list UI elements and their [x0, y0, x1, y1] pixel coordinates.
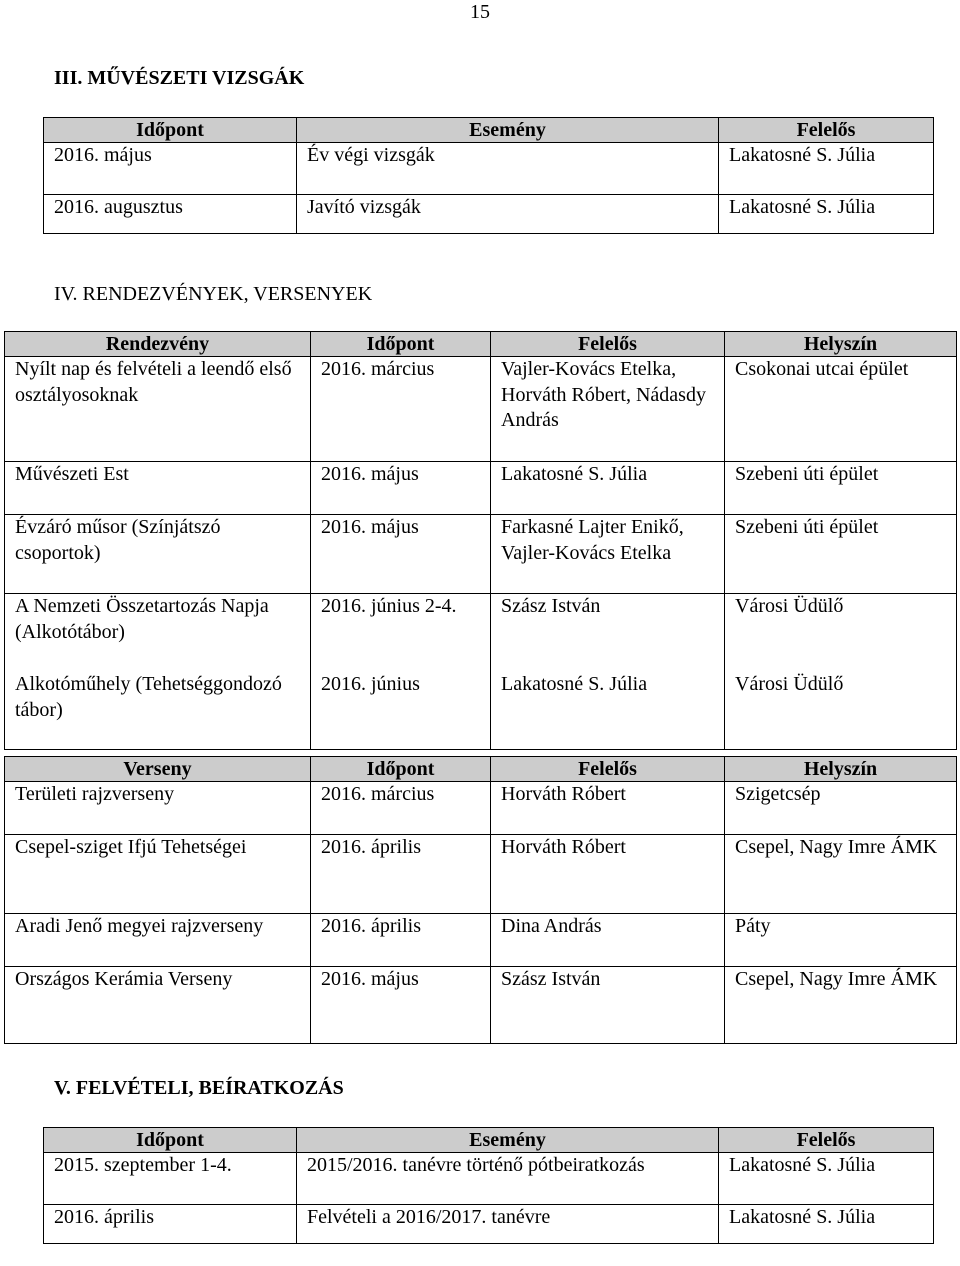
table-cell: Szigetcsép: [725, 782, 957, 835]
table-cell: Lakatosné S. Júlia: [719, 195, 934, 234]
table-header-row: [5, 757, 957, 782]
column-header: Helyszín: [725, 332, 957, 357]
table-cell: Lakatosné S. Júlia: [719, 143, 934, 195]
table-cell: Páty: [725, 914, 957, 967]
table-row: [5, 782, 957, 835]
table-cell: 2016. június 2-4.: [311, 594, 491, 673]
table-cell: 2016. augusztus: [44, 195, 297, 234]
table-row: [5, 594, 957, 673]
column-header: Esemény: [297, 1128, 719, 1153]
column-header: Időpont: [44, 118, 297, 143]
table-cell: Lakatosné S. Júlia: [491, 462, 725, 515]
table-row: [5, 462, 957, 515]
table-cell: Dina András: [491, 914, 725, 967]
table-row: [5, 357, 957, 462]
column-header: Helyszín: [725, 757, 957, 782]
admission-table: [43, 1127, 934, 1244]
table-cell: 2016. május: [44, 143, 297, 195]
table-cell: Városi Üdülő: [725, 672, 957, 750]
table-cell: Javító vizsgák: [297, 195, 719, 234]
table-cell: Horváth Róbert: [491, 835, 725, 914]
column-header: Időpont: [44, 1128, 297, 1153]
table-row: [44, 1205, 934, 1244]
table-cell: 2016. március: [311, 782, 491, 835]
table-cell: Horváth Róbert: [491, 782, 725, 835]
table-cell: 2016. május: [311, 515, 491, 594]
table-header-row: [44, 118, 934, 143]
table-header-row: [44, 1128, 934, 1153]
table-cell: A Nemzeti Összetartozás Napja (Alkotótábor): [5, 594, 311, 673]
table-cell: 2016. május: [311, 462, 491, 515]
column-header: Felelős: [491, 757, 725, 782]
section-4-title: IV. RENDEZVÉNYEK, VERSENYEK: [54, 283, 373, 305]
column-header: Időpont: [311, 332, 491, 357]
table-cell: Szebeni úti épület: [725, 462, 957, 515]
table-row: [5, 515, 957, 594]
table-cell: Aradi Jenő megyei rajzverseny: [5, 914, 311, 967]
table-cell: Évzáró műsor (Színjátszó csoportok): [5, 515, 311, 594]
section-3-title: III. MŰVÉSZETI VIZSGÁK: [54, 67, 305, 89]
table-row: [5, 672, 957, 750]
column-header: Esemény: [297, 118, 719, 143]
table-cell: Lakatosné S. Júlia: [719, 1153, 934, 1205]
table-row: [5, 914, 957, 967]
table-cell: Farkasné Lajter Enikő, Vajler-Kovács Etelka: [491, 515, 725, 594]
table-cell: Év végi vizsgák: [297, 143, 719, 195]
table-cell: 2016. április: [311, 914, 491, 967]
table-header-row: [5, 332, 957, 357]
table-row: [5, 835, 957, 914]
column-header: Felelős: [491, 332, 725, 357]
table-cell: 2016. május: [311, 967, 491, 1044]
table-cell: Művészeti Est: [5, 462, 311, 515]
table-cell: Szász István: [491, 967, 725, 1044]
events-table: [4, 331, 957, 750]
table-cell: Lakatosné S. Júlia: [491, 672, 725, 750]
table-row: [44, 195, 934, 234]
table-row: [5, 967, 957, 1044]
exams-table: [43, 117, 934, 234]
table-cell: Szász István: [491, 594, 725, 673]
table-cell: Alkotóműhely (Tehetséggondozó tábor): [5, 672, 311, 750]
table-cell: Felvételi a 2016/2017. tanévre: [297, 1205, 719, 1244]
table-row: [44, 143, 934, 195]
table-cell: 2016. április: [44, 1205, 297, 1244]
table-cell: Országos Kerámia Verseny: [5, 967, 311, 1044]
section-5-title: V. FELVÉTELI, BEÍRATKOZÁS: [54, 1077, 344, 1099]
column-header: Időpont: [311, 757, 491, 782]
table-row: [44, 1153, 934, 1205]
table-cell: Csokonai utcai épület: [725, 357, 957, 462]
table-cell: Vajler-Kovács Etelka, Horváth Róbert, Nádasdy András: [491, 357, 725, 462]
table-cell: Csepel, Nagy Imre ÁMK: [725, 967, 957, 1044]
table-cell: 2016. június: [311, 672, 491, 750]
table-cell: Városi Üdülő: [725, 594, 957, 673]
column-header: Rendezvény: [5, 332, 311, 357]
table-cell: 2016. április: [311, 835, 491, 914]
table-cell: Szebeni úti épület: [725, 515, 957, 594]
table-cell: 2015. szeptember 1-4.: [44, 1153, 297, 1205]
table-cell: Területi rajzverseny: [5, 782, 311, 835]
table-cell: Nyílt nap és felvételi a leendő első osztályosoknak: [5, 357, 311, 462]
column-header: Verseny: [5, 757, 311, 782]
table-cell: Lakatosné S. Júlia: [719, 1205, 934, 1244]
table-cell: Csepel-sziget Ifjú Tehetségei: [5, 835, 311, 914]
table-cell: 2016. március: [311, 357, 491, 462]
column-header: Felelős: [719, 1128, 934, 1153]
column-header: Felelős: [719, 118, 934, 143]
table-cell: Csepel, Nagy Imre ÁMK: [725, 835, 957, 914]
table-cell: 2015/2016. tanévre történő pótbeiratkozás: [297, 1153, 719, 1205]
competitions-table: [4, 756, 957, 1044]
page-number: 15: [470, 1, 490, 23]
